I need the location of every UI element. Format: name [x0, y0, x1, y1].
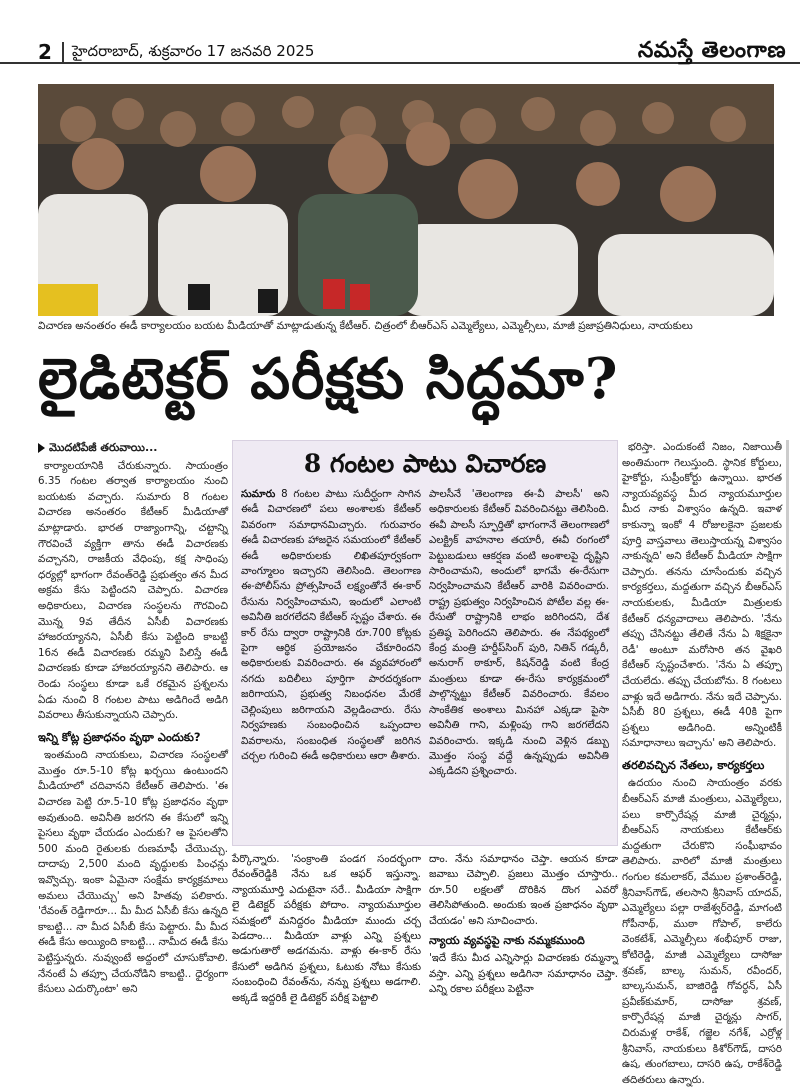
paragraph: ఉదయం నుంచి సాయంత్రం వరకు బీఆర్‌ఎస్ మాజీ మంత్రులు, ఎమ్మెల్యేలు, పలు కార్పొరేషన్ల మాజీ చైర్మన్లు, బీఆర్‌ఎస్ నాయకులు కేటీఆర్‌కు మద్దతుగా చేరుకొని సంఘీభావం తెలిపారు. వారిలో మాజీ మంత్రులు గంగుల కమలాకర్, వేముల ప్రశాంత్‌రెడ్డి, శ్రీనివాస్‌గౌడ్, తలసాని శ్రీనివాస్ యాదవ్, ఎమ్మెల్యేలు పల్లా రాజేశ్వర్‌రెడ్డి, మాగంటి గోపీనాథ్, ముఠా గోపాల్, కాలేరు వెంకటేశ్, ఎమ్మెల్సీలు శంభీపూర్ రాజు, కోటిరెడ్డి, మాజీ ఎమ్మెల్యేలు దాసోజు శ్రవణ్, బాల్క సుమన్, రవీందర్, బాల్కసుమన్, బాజిరెడ్డి గోవర్ధన్, ఏసీ ప్రవీణ్‌కుమార్, దాసోజు శ్రవణ్, కార్పొరేషన్ల మాజీ చైర్మన్లు సాగర్, చిరుమళ్ల రాకేశ్, గజ్జెల నగేశ్, ఎర్రోళ్ల శ్రీనివాస్, నాయకులు కిశోర్‌గౌడ్, దాసరి ఉష, తుంగబాలు, దాసరి ఉష, రాకేశ్‌రెడ్డి తదితరులు ఉన్నారు. [622, 777, 782, 1086]
continuation-kicker [38, 440, 228, 456]
paragraph: దాం. నేను సమాధానం చెప్తా. ఆయన కూడా జవాబు చెప్పాలి. ప్రజలు మొత్తం చూస్తారు.. రూ.50 లక్షలతో దొరికిన దొంగ ఎవరో తెలిసిపోతుంది. అందుకు ఇంత ప్రజాధనం వృథా చేయడం' అని సూచించారు. [429, 854, 618, 927]
inset-box-column-right [429, 487, 609, 841]
news-photo [38, 84, 774, 316]
newspaper-name: నమస్తే తెలంగాణ [637, 38, 786, 63]
dateline: హైదరాబాద్, శుక్రవారం 17 జనవరి 2025 [72, 42, 315, 60]
article-column-1 [38, 440, 228, 1052]
article-lower-columns [232, 852, 618, 1052]
article-column-2-lower [232, 852, 421, 1052]
paragraph: పాలసీనే 'తెలంగాణ ఈ-వీ పాలసీ' అని అధికారులకు కేటీఆర్ వివరించినట్టు తెలిసింది. ఈవీ పాలసీ స్ఫూర్తితో భాగంగానే తెలంగాణలో ఎలక్ట్రిక్ వాహనాల తయారీ, ఈవీ రంగంలో పెట్టుబడులు ఆకర్షణ వంటి అంశాలపై దృష్టిని సారించామని, అందులో భాగమే ఈ-రేసుగా నిర్వహించామని కేటీఆర్ వారికి వివరించారు. రాష్ట్ర ప్రభుత్వం నిర్వహించిన పోటీల వల్ల ఈ-రేసుతో రాష్ట్రానికి లాభం జరిగిందని, దేశ ప్రతిష్ఠ పెరిగిందని తెలిపారు. ఈ నేపథ్యంలో కేంద్ర మంత్రి హర్దీప్‌సింగ్ పురి, నితిన్ గడ్కరీ, అనురాగ్ ఠాకూర్, కిషన్‌రెడ్డి వంటి కేంద్ర మంత్రులు కూడా ఈ-రేసు కార్యక్రమంలో పాల్గొన్నట్టు కేటీఆర్ వివరించారు. కేవలం సాంకేతిక అంశాలు మినహా ఎక్కడా పైసా అవినీతి గాని, మళ్లింపు గాని జరగలేదని వివరించారు. ఇక్కడి నుంచి వెళ్లిన డబ్బు మొత్తం సంస్థ వద్దే ఉన్నప్పుడు అవినీతి ఎక్కడిదని ప్రశ్నించారు. [429, 489, 609, 778]
paragraph: 8 గంటల పాటు సుదీర్ఘంగా సాగిన ఈడీ విచారణలో పలు అంశాలకు కేటీఆర్ వివరంగా సమాధానమిచ్చారు. గురువారం ఈడీ విచారణకు హాజరైన సమయంలో కేటీఆర్ ఈడీ అధికారులకు లిఖితపూర్వకంగా వాంగ్మూలం ఇచ్చారని తెలిసింది. తెలంగాణ ఈ-పోలీస్‌ను ప్రోత్సహించే లక్ష్యంతోనే ఈ-కార్ రేసును నిర్వహించామని, ఇందులో ఎలాంటి అవినీతి జరగలేదని కేటీఆర్ స్పష్టం చేశారు. ఈ కార్ రేసు ద్వారా రాష్ట్రానికి రూ.700 కోట్లకు పైగా ఆర్థిక ప్రయోజనం చేకూరిందని అధికారులకు వివరించారు. ఈ వ్యవహారంలో నగదు బదిలీలు పూర్తిగా పారదర్శకంగా జరిగాయని, ప్రభుత్వ నిబంధనల మేరకే చెల్లింపులు జరిగాయని వెల్లడించారు. రేసు నిర్వహణకు సంబంధించిన ఒప్పందాల వివరాలను, సంబంధిత సంస్థలతో జరిగిన చర్చల గురించి ఈడీ అధికారులు ఆరా తీశారు. [241, 489, 421, 762]
photo-caption: విచారణ అనంతరం ఈడీ కార్యాలయం బయట మీడియాతో మాట్లాడుతున్న కేటీఆర్. చిత్రంలో బీఆర్‌ఎస్ ఎమ్మెల్యేలు, ఎమ్మెల్సీలు, మాజీ ప్రజాప్రతినిధులు, నాయకులు [38, 320, 693, 332]
page-number: 2 [38, 40, 52, 64]
paragraph: 'ఇదే కేసు మీద ఎన్నిసార్లు విచారణకు రమ్మన్నా వస్తా. ఎన్ని ప్రశ్నలు అడిగినా సమాధానం చెప్తా. ఎన్ని రకాల పరీక్షలు పెట్టినా [429, 953, 618, 996]
paragraph: ఇంతమంది నాయకులు, విచారణ సంస్థలతో మొత్తం రూ.5-10 కోట్ల ఖర్చయి ఉంటుందని మీడియాలో చదివానని కేటీఆర్ తెలిపారు. 'ఈ విచారణ పెట్టి రూ.5-10 కోట్ల ప్రజాధనం వృథా అవుతుంది. అవినీతి జరగని ఈ కేసులో ఇన్ని పైసలు వృథా చేయడం ఎందుకు? ఆ పైసలతోని 500 మంది రైతులకు రుణమాఫీ చేయొచ్చు. దాదాపు 2,500 మంది వృద్ధులకు పింఛన్లు ఇవ్వొచ్చు. ఇంకా ఏమైనా సంక్షేమ కార్యక్రమాలు అమలు చేయొచ్చు' అని హితవు పలికారు. 'రేవంత్ రెడ్డిగారూ... మీ మీద ఏసీబీ కేసు ఉన్నది కాబట్టి... నా మీద ఏసీబీ కేసు పెట్టారు. మీ మీద ఈడీ కేసు అయ్యింది కాబట్టి... నామీద ఈడీ కేసు పెట్టిస్తున్నరు. నువ్వుంటే అద్దంలో చూసుకోవాలి. నేనంటే ఏ తప్పూ చేయనోడిని కాబట్టి.. ధైర్యంగా కేసులు ఎదుర్కొంటా' అని [38, 749, 228, 996]
inset-box-column-left [241, 487, 421, 841]
arrow-right-icon [38, 443, 45, 453]
article-column-4 [622, 440, 782, 1086]
subheading: తరలివచ్చిన నేతలు, కార్యకర్తలు [622, 757, 765, 772]
inset-box-title: 8 గంటల పాటు విచారణ [303, 449, 547, 478]
lead-word: సుమారు [241, 489, 276, 500]
page-edge-divider [786, 440, 789, 1040]
paragraph: కార్యాలయానికి చేరుకున్నారు. సాయంత్రం 6.35 గంటల తర్వాత కార్యాలయం నుంచి బయటకు వచ్చారు. సుమారు 8 గంటల విచారణ అనంతరం కేటీఆర్ మీడియాతో మాట్లాడారు. భారత రాజ్యాంగాన్ని, చట్టాన్ని గౌరవించే వ్యక్తిగా తాను ఈడీ విచారణకు వచ్చానని, రాజకీయ వేధింపు, కక్ష సాధింపు ధర్యల్లో భాగంగా రేవంత్‌రెడ్డి ప్రభుత్వం తన మీద అక్రమ కేసు పెట్టిందని చెప్పారు. విచారణ అధికారులు, విచారణ సంస్థలను గౌరవించి మొన్న 9వ తేదీన ఏసీబీ విచారణకు హాజరయ్యానని, ఏసీబీ కేసు పెట్టింది కాబట్టి 16న ఈడీ విచారణకు రమ్మని పిలిస్తే ఈడీ విచారణకు కూడా హాజరయ్యానని తెలిపారు. ఆ రెండు సంస్థలు కూడా ఒకే రకమైన ప్రశ్నలను ఏడు నుంచి 8 గంటల పాటు అడిగిందే అడిగి వివరాలు తీసుకున్నాయని చెప్పారు. [38, 459, 228, 722]
masthead-divider [62, 42, 64, 62]
inset-box [232, 440, 618, 846]
kicker-text: మొదటిపేజీ తరువాయి... [49, 441, 158, 454]
paragraph: పేర్కొన్నారు. 'సంక్రాంతి పండగ సందర్భంగా రేవంత్‌రెడ్డికి నేను ఒక ఆఫర్ ఇస్తున్నా. న్యాయమూర్తి ఎదుటైనా సరే.. మీడియా సాక్షిగా లై డిటెక్టర్ పరీక్షకు పోదాం. న్యాయమూర్తుల సమక్షంలో మనిద్దరం మీడియా ముందు చర్చ పెడదాం... మీడియా వాళ్లు ఎన్ని ప్రశ్నలు అడుగుతారో అడగమను. వాళ్లు ఈ-కార్ రేసు కేసులో అడిగిన ప్రశ్నలు, ఓటుకు నోటు కేసుకు సంబంధించి రేవంత్‌ను, నన్ను ప్రశ్నలు అడగాలి. అక్కడే ఇద్దరికీ లై డిటెక్టర్ పరీక్ష పెట్టాలి [232, 854, 421, 1004]
headline: లైడిటెక్టర్ పరీక్షకు సిద్ధమా? [38, 346, 619, 412]
subheading: న్యాయ వ్యవస్థపై నాకు నమ్మకముంది [429, 934, 585, 948]
paragraph: భరిస్తా. ఎందుకంటే నిజం, నిజాయితీ అంతిమంగా గెలుస్తుంది. స్థానిక కోర్టులు, హైకోర్టు, సుప్రీంకోర్టు ఉన్నాయి. భారత న్యాయవ్యవస్థ మీద న్యాయమూర్తుల మీద నాకు విశ్వాసం ఉన్నది. ఇవాళ కాకున్నా ఇంకో 4 రోజులకైనా ప్రజలకు పూర్తి వాస్తవాలు తెలుస్తాయన్న విశ్వాసం నాకున్నది' అని కేటీఆర్ మీడియా సాక్షిగా చెప్పారు. తనను చూసేందుకు వచ్చిన కార్యకర్తలు, మద్దతుగా వచ్చిన బీఆర్‌ఎస్ నాయకులకు, మీడియా మిత్రులకు కేటీఆర్ ధన్యవాదాలు తెలిపారు. 'నేను తప్పు చేసినట్టు తేలితే నేను ఏ శిక్షకైనా రెడీ' అంటూ మరోసారి తన వైఖరి కేటీఆర్ స్పష్టంచేశారు. 'నేను ఏ తప్పూ చేయలేదు. తప్పు చేయబోను. 8 గంటలు వాళ్లు ఇదే అడిగారు. నేను ఇదే చెప్పాను. ఏసీబీ 80 ప్రశ్నలు, ఈడీ 40కి పైగా ప్రశ్నలు అడిగింది. అన్నింటికీ సమాధానాలు ఇచ్చాను' అని తెలిపారు. [622, 441, 782, 750]
masthead [0, 0, 800, 64]
crowd-photo-illustration [38, 84, 774, 316]
subheading: ఇన్ని కోట్ల ప్రజాధనం వృథా ఎందుకు? [38, 729, 201, 744]
article-column-3-lower [429, 852, 618, 1052]
